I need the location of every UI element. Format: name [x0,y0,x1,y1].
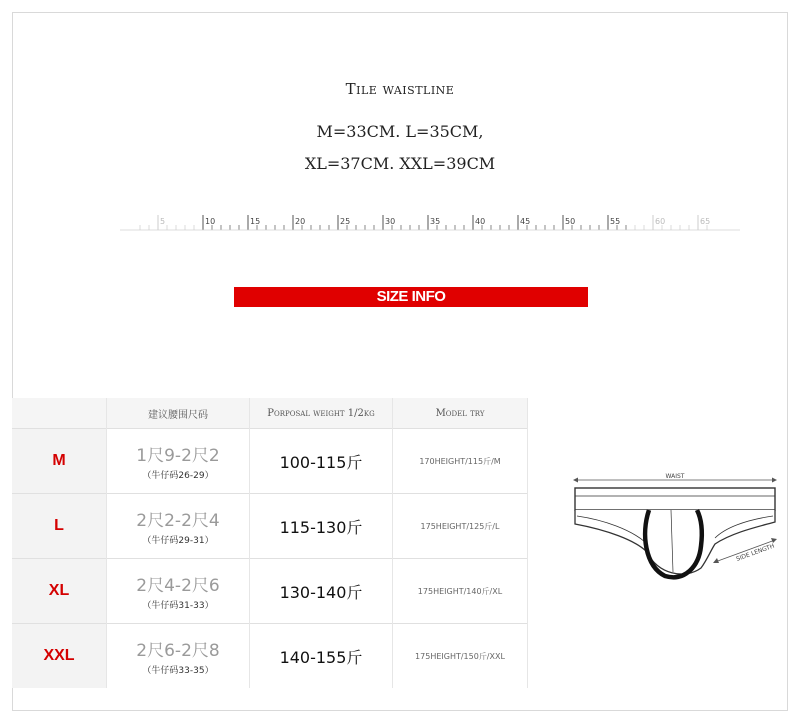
waist-cell [107,624,250,689]
ruler-label: 35 [430,217,441,226]
model-cell: 175HEIGHT/150斤/XXL [393,624,528,689]
ruler-label: 40 [475,217,486,226]
waist-measure-line-2: XL=37CM. XXL=39CM [304,154,496,173]
model-cell: 175HEIGHT/125斤/L [393,494,528,559]
header-weight: Porposal weight 1/2kg [250,398,393,429]
model-cell: 175HEIGHT/140斤/XL [393,559,528,624]
measuring-ruler [120,206,740,236]
ruler-label: 65 [700,217,711,226]
jeans-size: （牛仔码33-35） [142,666,214,676]
size-cell: L [12,494,107,559]
side-length-label: SIDE LENGTH [735,542,776,563]
size-table [12,398,528,688]
ruler-label: 5 [160,217,166,226]
waist-range: 2尺6-2尺8 [136,641,220,661]
size-cell: XXL [12,624,107,689]
page-title: Tile waistline [345,80,455,98]
ruler-label: 45 [520,217,531,226]
ruler-label: 15 [250,217,261,226]
waist-label: WAIST [665,473,685,480]
waist-cell [107,559,250,624]
table-row [12,429,528,494]
ruler-label: 50 [565,217,576,226]
size-cell: XL [12,559,107,624]
weight-cell: 130-140斤 [250,559,393,624]
ruler-label: 25 [340,217,351,226]
weight-cell: 140-155斤 [250,624,393,689]
ruler-label: 30 [385,217,396,226]
ruler-label: 10 [205,217,216,226]
waistband-outline [575,488,775,510]
model-cell: 170HEIGHT/115斤/M [393,429,528,494]
jeans-size: （牛仔码29-31） [142,536,214,546]
ruler-label: 20 [295,217,306,226]
waist-cell [107,494,250,559]
table-row [12,559,528,624]
brief-body-outline [575,510,775,574]
weight-cell: 115-130斤 [250,494,393,559]
jeans-size: （牛仔码26-29） [142,471,214,481]
size-cell: M [12,429,107,494]
weight-cell: 100-115斤 [250,429,393,494]
arrow-left-icon [573,478,578,483]
waist-range: 1尺9-2尺2 [136,446,220,466]
ruler-label: 60 [655,217,666,226]
waist-range: 2尺4-2尺6 [136,576,220,596]
size-info-banner: SIZE INFO [234,287,588,307]
header-size [12,398,107,429]
table-row [12,494,528,559]
waist-measure-line-1: M=33CM. L=35CM, [316,122,484,141]
waist-range: 2尺2-2尺4 [136,511,220,531]
brief-diagram [565,468,785,588]
ruler-label: 55 [610,217,621,226]
header-model: Model try [393,398,528,429]
table-row [12,624,528,689]
header-waist: 建议腰围尺码 [107,398,250,429]
size-table-header [12,398,528,429]
jeans-size: （牛仔码31-33） [142,601,214,611]
waist-cell [107,429,250,494]
arrow-right-icon [772,478,777,483]
